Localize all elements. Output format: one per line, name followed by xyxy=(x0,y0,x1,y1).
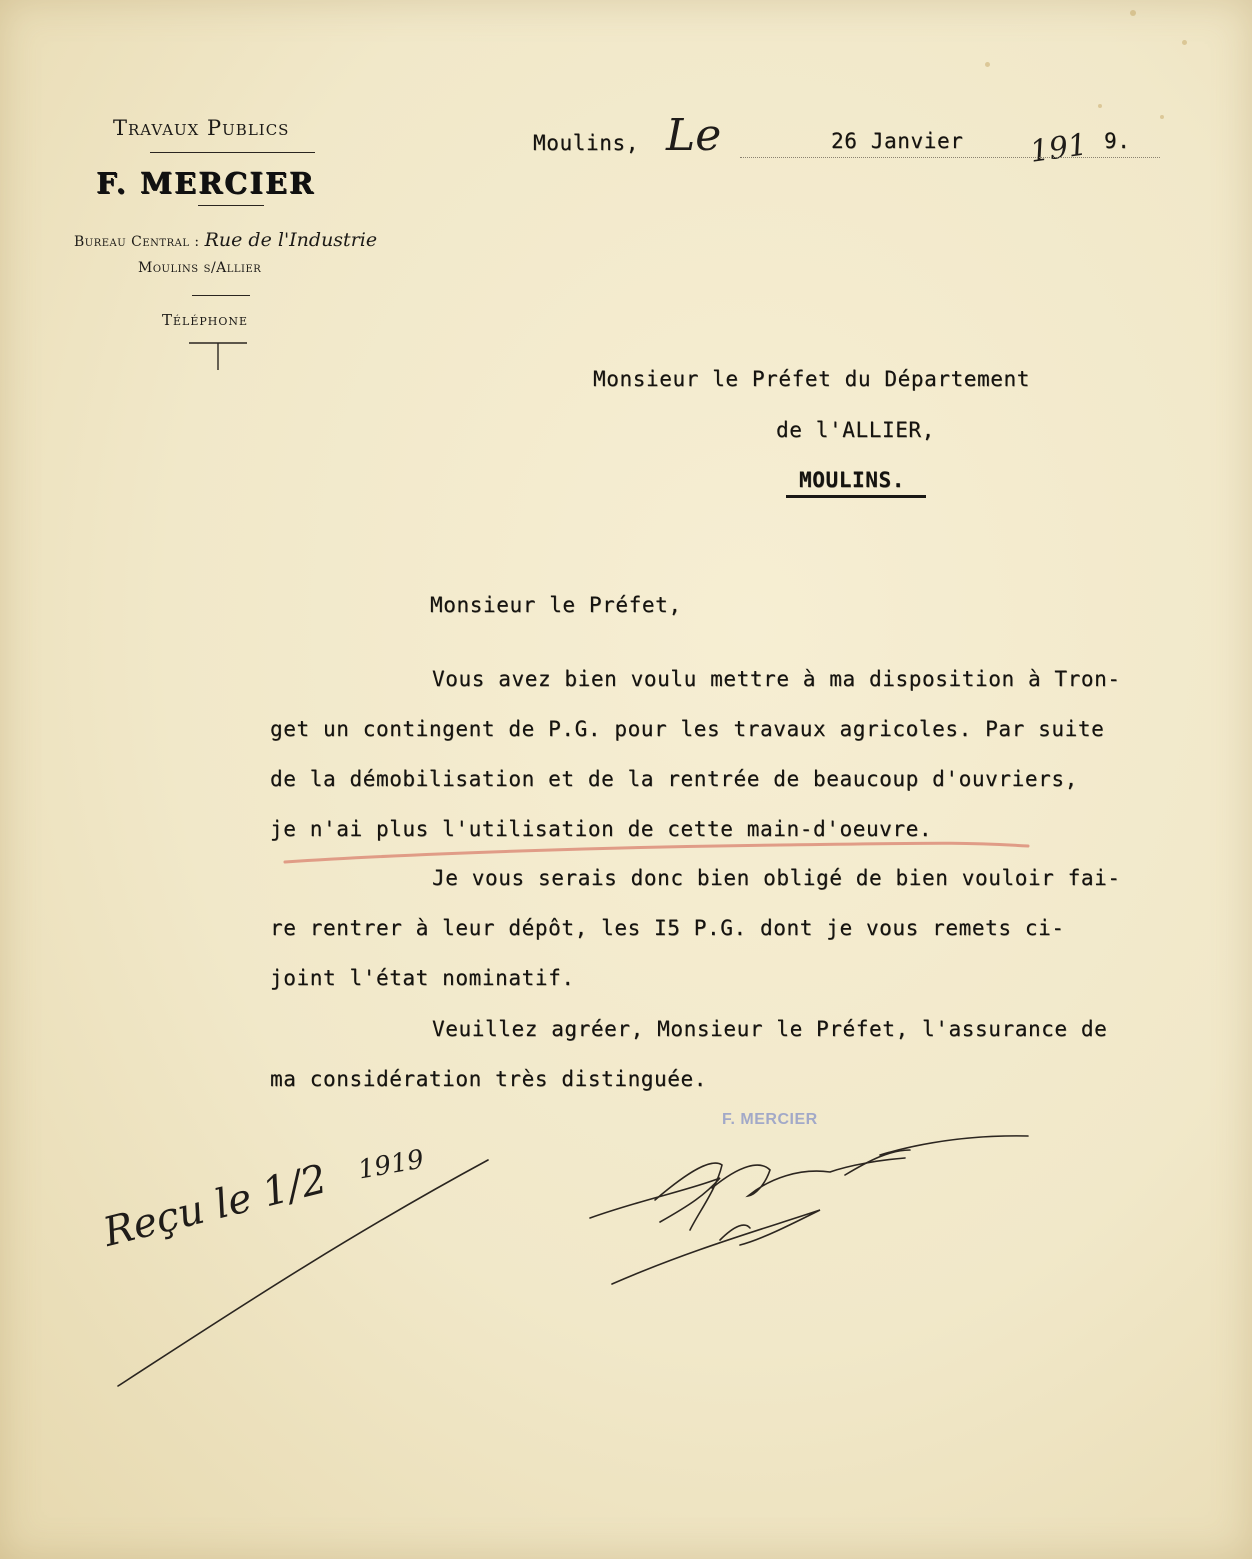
divider xyxy=(192,295,250,296)
body-line: de la démobilisation et de la rentrée de beaucoup d'ouvriers, xyxy=(270,767,1078,791)
letterhead-heading: Travaux Publics xyxy=(113,116,290,140)
body-line: ma considération très distinguée. xyxy=(270,1067,708,1091)
stain xyxy=(1130,10,1136,16)
body-line: get un contingent de P.G. pour les travaux agricoles. Par suite xyxy=(270,717,1105,741)
bureau-label: Bureau Central : xyxy=(74,234,200,250)
stain xyxy=(1160,115,1164,119)
bureau-address xyxy=(74,229,377,251)
body-line: joint l'état nominatif. xyxy=(270,966,575,990)
company-stamp: F. MERCIER xyxy=(722,1111,818,1128)
salutation: Monsieur le Préfet, xyxy=(430,593,682,617)
body-line: Je vous serais donc bien obligé de bien vouloir fai- xyxy=(432,866,1121,890)
company-city: Moulins s/Allier xyxy=(138,260,262,276)
body-line: re rentrer à leur dépôt, les I5 P.G. dont je vous remets ci- xyxy=(270,916,1065,940)
body-line: Veuillez agréer, Monsieur le Préfet, l'assurance de xyxy=(432,1017,1108,1041)
body-line: Vous avez bien voulu mettre à ma disposition à Tron- xyxy=(432,667,1121,691)
recipient-line-1: Monsieur le Préfet du Département xyxy=(593,367,1031,391)
dateline-year-prefix: 191 xyxy=(1027,127,1090,170)
signature xyxy=(590,1136,1028,1284)
bureau-street: Rue de l'Industrie xyxy=(204,229,378,251)
body-line: je n'ai plus l'utilisation de cette main-d'oeuvre. xyxy=(270,817,933,841)
company-name: F. MERCIER xyxy=(96,166,316,200)
dateline-year-suffix: 9. xyxy=(1104,129,1131,153)
receipt-annotation: Reçu le 1/2 xyxy=(98,1156,332,1256)
red-pencil-underline xyxy=(285,843,1028,862)
divider xyxy=(150,152,315,153)
stain xyxy=(1098,104,1102,108)
dateline-dotted-rule xyxy=(740,157,1160,158)
divider xyxy=(198,205,264,206)
dateline-le: Le xyxy=(666,110,722,161)
receipt-annotation-year: 1919 xyxy=(355,1144,427,1186)
phone-label: Téléphone xyxy=(162,311,249,329)
recipient-line-3: MOULINS. xyxy=(799,468,905,492)
dateline-city: Moulins, xyxy=(533,131,639,155)
dateline-day-month: 26 Janvier xyxy=(831,129,964,153)
stain xyxy=(985,62,990,67)
recipient-underline xyxy=(786,495,926,498)
recipient-line-2: de l'ALLIER, xyxy=(776,418,935,442)
stain xyxy=(1182,40,1187,45)
